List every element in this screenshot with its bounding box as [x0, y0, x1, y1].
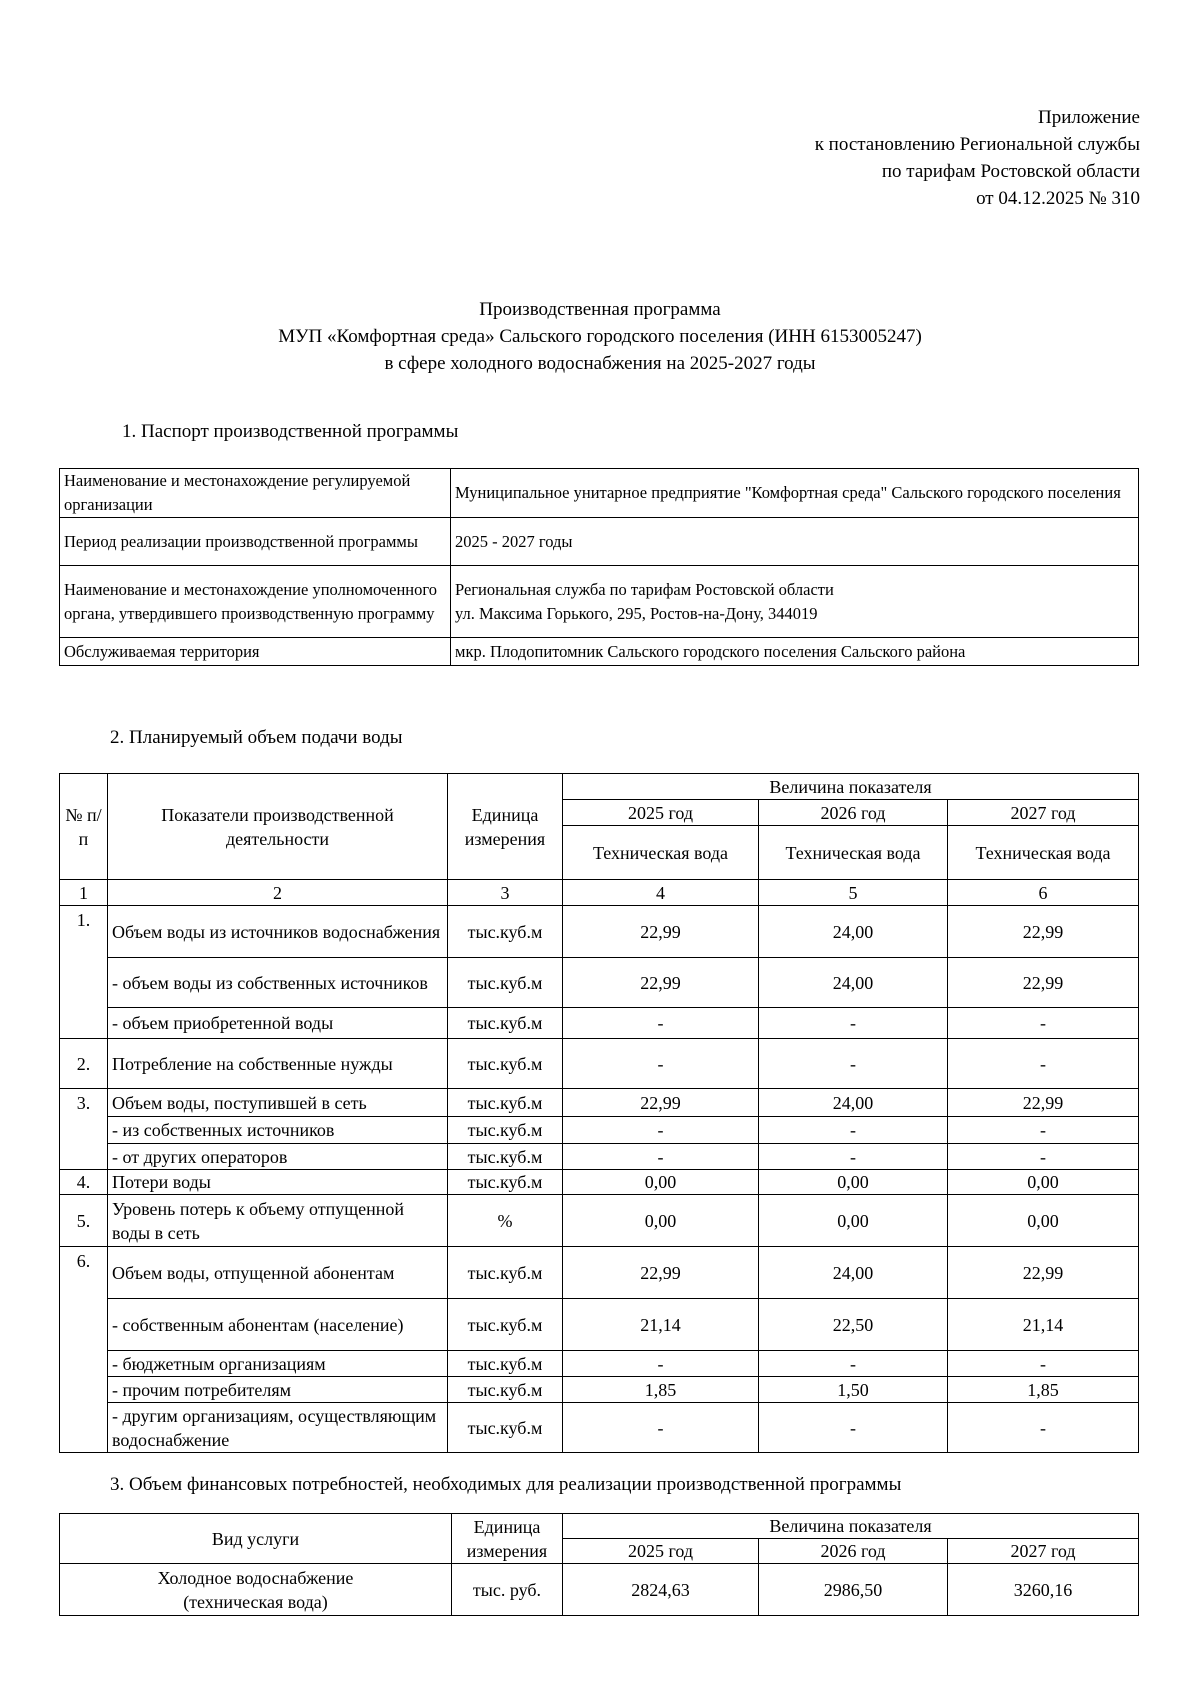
section-2-heading: 2. Планируемый объем подачи воды	[110, 727, 403, 748]
column-number-row	[60, 880, 1139, 906]
row-unit: тыс.куб.м	[448, 1089, 563, 1117]
row-value-2026: 0,00	[759, 1195, 948, 1247]
row-indicator: - собственным абонентам (население)	[108, 1299, 448, 1351]
row-value-2027: -	[948, 1117, 1139, 1144]
column-number: 4	[563, 880, 759, 906]
column-number: 3	[448, 880, 563, 906]
header-water-type: Техническая вода	[759, 826, 948, 880]
header-row	[60, 774, 1139, 800]
row-indicator: - бюджетным организациям	[108, 1351, 448, 1377]
row-unit: тыс.куб.м	[448, 1299, 563, 1351]
row-indicator: Потребление на собственные нужды	[108, 1039, 448, 1089]
header-water-type: Техническая вода	[948, 826, 1139, 880]
row-number	[60, 1377, 108, 1403]
table-row	[60, 1008, 1139, 1039]
table-row	[60, 1144, 1139, 1170]
row-value-2026: -	[759, 1039, 948, 1089]
row-value-2025: 2824,63	[563, 1564, 759, 1616]
row-value-2027: -	[948, 1039, 1139, 1089]
row-service-line-2: (техническая вода)	[183, 1591, 328, 1612]
row-indicator: - от других операторов	[108, 1144, 448, 1170]
row-number	[60, 1117, 108, 1144]
header-year: 2026 год	[759, 800, 948, 826]
document-title	[100, 296, 1100, 377]
row-number: 2.	[60, 1039, 108, 1089]
table-row	[60, 906, 1139, 958]
row-number	[60, 1351, 108, 1377]
passport-row	[60, 638, 1139, 666]
section-1-heading: 1. Паспорт производственной программы	[122, 421, 459, 442]
header-num: № п/п	[60, 774, 108, 880]
row-value-2026: 1,50	[759, 1377, 948, 1403]
passport-label: Период реализации производственной программы	[60, 518, 451, 566]
row-value-2026: -	[759, 1351, 948, 1377]
row-value-2026: 2986,50	[759, 1564, 948, 1616]
row-unit: тыс.куб.м	[448, 1117, 563, 1144]
header-unit: Единица измерения	[448, 774, 563, 880]
row-indicator: Объем воды, отпущенной абонентам	[108, 1247, 448, 1299]
header-unit: Единица измерения	[452, 1514, 563, 1564]
header-year: 2026 год	[759, 1539, 948, 1564]
table-row	[60, 1377, 1139, 1403]
row-number: 1.	[60, 906, 108, 958]
appendix-line-2: к постановлению Региональной службы	[814, 134, 1140, 155]
row-value-2025: 22,99	[563, 1089, 759, 1117]
row-number	[60, 1144, 108, 1170]
table-row	[60, 1564, 1139, 1616]
row-service-line-1: Холодное водоснабжение	[157, 1567, 354, 1588]
header-water-type: Техническая вода	[563, 826, 759, 880]
row-value-2025: 0,00	[563, 1170, 759, 1195]
row-unit: тыс.куб.м	[448, 1170, 563, 1195]
row-value-2025: -	[563, 1039, 759, 1089]
row-indicator: - из собственных источников	[108, 1117, 448, 1144]
row-value-2026: -	[759, 1008, 948, 1039]
passport-row	[60, 518, 1139, 566]
row-value-2027: 21,14	[948, 1299, 1139, 1351]
passport-table	[59, 468, 1139, 666]
row-value-2027: 0,00	[948, 1195, 1139, 1247]
passport-value: 2025 - 2027 годы	[451, 518, 1139, 566]
row-number: 4.	[60, 1170, 108, 1195]
row-indicator: - объем приобретенной воды	[108, 1008, 448, 1039]
header-year: 2027 год	[948, 1539, 1139, 1564]
passport-value	[451, 566, 1139, 638]
row-value-2025: 22,99	[563, 958, 759, 1008]
row-indicator: Объем воды из источников водоснабжения	[108, 906, 448, 958]
header-service: Вид услуги	[60, 1514, 452, 1564]
table-row	[60, 1247, 1139, 1299]
passport-value-line-1: Региональная служба по тарифам Ростовской области	[455, 579, 834, 599]
table-row	[60, 1089, 1139, 1117]
table-row	[60, 1351, 1139, 1377]
passport-row	[60, 566, 1139, 638]
column-number: 5	[759, 880, 948, 906]
column-number: 1	[60, 880, 108, 906]
table-row	[60, 1117, 1139, 1144]
row-value-2026: 24,00	[759, 958, 948, 1008]
row-value-2025: -	[563, 1144, 759, 1170]
passport-label: Обслуживаемая территория	[60, 638, 451, 666]
passport-value-line-2: ул. Максима Горького, 295, Ростов-на-Дону, 344019	[455, 603, 818, 623]
row-value-2026: 0,00	[759, 1170, 948, 1195]
passport-row	[60, 469, 1139, 518]
row-unit: тыс.куб.м	[448, 906, 563, 958]
row-indicator: Объем воды, поступившей в сеть	[108, 1089, 448, 1117]
row-value-2027: -	[948, 1008, 1139, 1039]
row-unit: тыс.куб.м	[448, 958, 563, 1008]
title-line-3: в сфере холодного водоснабжения на 2025-2027 годы	[384, 353, 816, 374]
header-indicator: Показатели производственной деятельности	[108, 774, 448, 880]
row-number	[60, 958, 108, 1008]
row-value-2026: 24,00	[759, 906, 948, 958]
row-indicator: - прочим потребителям	[108, 1377, 448, 1403]
table-row	[60, 1170, 1139, 1195]
row-number	[60, 1008, 108, 1039]
title-line-2: МУП «Комфортная среда» Сальского городского поселения (ИНН 6153005247)	[278, 326, 922, 347]
row-unit: тыс.куб.м	[448, 1144, 563, 1170]
row-unit: тыс. руб.	[452, 1564, 563, 1616]
appendix-line-4: от 04.12.2025 № 310	[976, 188, 1140, 209]
row-value-2025: 21,14	[563, 1299, 759, 1351]
header-value: Величина показателя	[563, 1514, 1139, 1539]
row-number	[60, 1403, 108, 1453]
table-row	[60, 1039, 1139, 1089]
row-unit: тыс.куб.м	[448, 1008, 563, 1039]
row-value-2026: 24,00	[759, 1089, 948, 1117]
passport-value: мкр. Плодопитомник Сальского городского поселения Сальского района	[451, 638, 1139, 666]
row-value-2025: -	[563, 1117, 759, 1144]
row-value-2027: -	[948, 1144, 1139, 1170]
row-value-2027: 22,99	[948, 958, 1139, 1008]
passport-label: Наименование и местонахождение регулируемой организации	[60, 469, 451, 518]
water-supply-table	[59, 773, 1139, 1453]
row-indicator: Уровень потерь к объему отпущенной воды в сеть	[108, 1195, 448, 1247]
header-year: 2027 год	[948, 800, 1139, 826]
row-number: 3.	[60, 1089, 108, 1117]
row-value-2026: 24,00	[759, 1247, 948, 1299]
row-unit: тыс.куб.м	[448, 1403, 563, 1453]
row-value-2025: 22,99	[563, 1247, 759, 1299]
header-row	[60, 1514, 1139, 1539]
row-unit: %	[448, 1195, 563, 1247]
table-row	[60, 1195, 1139, 1247]
financial-table	[59, 1513, 1139, 1616]
appendix-line-3: по тарифам Ростовской области	[881, 161, 1140, 182]
row-unit: тыс.куб.м	[448, 1247, 563, 1299]
row-value-2027: -	[948, 1351, 1139, 1377]
header-year: 2025 год	[563, 1539, 759, 1564]
row-value-2027: 3260,16	[948, 1564, 1139, 1616]
passport-label: Наименование и местонахождение уполномоченного органа, утвердившего производственную программу	[60, 566, 451, 638]
row-indicator: - объем воды из собственных источников	[108, 958, 448, 1008]
column-number: 6	[948, 880, 1139, 906]
row-value-2026: -	[759, 1403, 948, 1453]
row-value-2025: 22,99	[563, 906, 759, 958]
appendix-line-1: Приложение	[1038, 107, 1140, 128]
row-value-2026: 22,50	[759, 1299, 948, 1351]
row-value-2025: -	[563, 1351, 759, 1377]
row-value-2026: -	[759, 1144, 948, 1170]
title-line-1: Производственная программа	[479, 299, 721, 320]
header-year: 2025 год	[563, 800, 759, 826]
row-value-2027: 22,99	[948, 906, 1139, 958]
table-row	[60, 1299, 1139, 1351]
row-number: 5.	[60, 1195, 108, 1247]
row-value-2026: -	[759, 1117, 948, 1144]
row-value-2027: -	[948, 1403, 1139, 1453]
row-unit: тыс.куб.м	[448, 1377, 563, 1403]
row-value-2025: -	[563, 1008, 759, 1039]
row-number: 6.	[60, 1247, 108, 1299]
row-value-2027: 1,85	[948, 1377, 1139, 1403]
row-value-2027: 22,99	[948, 1247, 1139, 1299]
column-number: 2	[108, 880, 448, 906]
row-value-2025: -	[563, 1403, 759, 1453]
passport-value: Муниципальное унитарное предприятие "Комфортная среда" Сальского городского поселения	[451, 469, 1139, 518]
header-value: Величина показателя	[563, 774, 1139, 800]
row-unit: тыс.куб.м	[448, 1039, 563, 1089]
row-value-2027: 0,00	[948, 1170, 1139, 1195]
row-value-2027: 22,99	[948, 1089, 1139, 1117]
row-indicator: - другим организациям, осуществляющим водоснабжение	[108, 1403, 448, 1453]
row-unit: тыс.куб.м	[448, 1351, 563, 1377]
row-value-2025: 1,85	[563, 1377, 759, 1403]
appendix-header	[700, 104, 1140, 212]
row-value-2025: 0,00	[563, 1195, 759, 1247]
row-number	[60, 1299, 108, 1351]
row-indicator: Потери воды	[108, 1170, 448, 1195]
row-service	[60, 1564, 452, 1616]
section-3-heading: 3. Объем финансовых потребностей, необходимых для реализации производственной программы	[110, 1474, 902, 1495]
table-row	[60, 958, 1139, 1008]
table-row	[60, 1403, 1139, 1453]
